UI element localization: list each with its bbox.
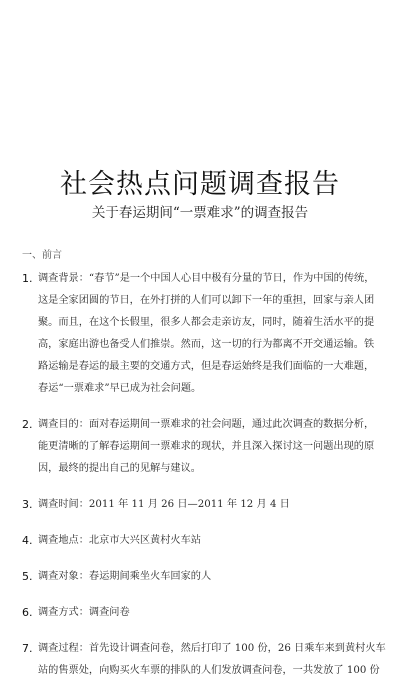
item-text [38, 268, 382, 400]
item-number: 7. [22, 642, 33, 655]
list-item [22, 602, 382, 624]
item-text-line: 调查目的：面对春运期间一票难求的社会问题，通过此次调查的数据分析， [38, 419, 375, 430]
report-title: 社会热点问题调查报告 [60, 169, 340, 200]
item-text-line: 这是全家团圆的节日，在外打拼的人们可以卸下一年的重担，回家与亲人团 [38, 295, 375, 306]
item-text-line: 站的售票处，向购买火车票的排队的人们发放调查问卷，一共发放了 100 份 [38, 665, 380, 676]
item-text-line: 调查过程：首先设计调查问卷，然后打印了 100 份，26 日乘车来到黄村火车 [38, 643, 386, 654]
item-text-line: 调查对象：春运期间乘坐火车回家的人 [38, 571, 212, 582]
item-text-line: 高，家庭出游也备受人们推崇。然而，这一切的行为都离不开交通运输。铁 [38, 339, 375, 350]
item-text-line: 聚。而且，在这个长假里，很多人都会走亲访友，同时，随着生活水平的提 [38, 317, 375, 328]
item-text-line: 调查地点：北京市大兴区黄村火车站 [38, 535, 201, 546]
item-number: 4. [22, 534, 33, 547]
item-number: 2. [22, 418, 33, 431]
list-item [22, 414, 382, 480]
item-text-line: 调查方式：调查问卷 [38, 607, 130, 618]
report-subtitle: 关于春运期间“一票难求”的调查报告 [91, 205, 309, 221]
list-item [22, 268, 382, 400]
item-text-line: 能更清晰的了解春运期间一票难求的现状，并且深入探讨这一问题出现的原 [38, 441, 375, 452]
list-item [22, 566, 382, 588]
item-list [22, 268, 386, 696]
list-item [22, 638, 386, 682]
item-text [38, 566, 382, 588]
item-text-line: 因，最终的提出自己的见解与建议。 [38, 463, 201, 474]
item-number: 1. [22, 272, 33, 285]
section-heading: 一、前言 [22, 250, 62, 261]
item-text [38, 638, 386, 682]
item-text [38, 602, 382, 624]
item-text [38, 530, 382, 552]
item-text-line: 调查背景：“春节”是一个中国人心目中极有分量的节日，作为中国的传统， [38, 273, 375, 284]
item-number: 6. [22, 606, 33, 619]
item-text [38, 414, 382, 480]
item-number: 5. [22, 570, 33, 583]
item-text-line: 调查时间：2011 年 11 月 26 日—2011 年 12 月 4 日 [38, 499, 290, 510]
item-text [38, 494, 382, 516]
list-item [22, 530, 382, 552]
item-text-line: 路运输是春运的最主要的交通方式，但是春运始终是我们面临的一大难题， [38, 361, 375, 372]
item-text-line: 春运“一票难求”早已成为社会问题。 [38, 383, 202, 394]
item-number: 3. [22, 498, 33, 511]
list-item [22, 494, 382, 516]
